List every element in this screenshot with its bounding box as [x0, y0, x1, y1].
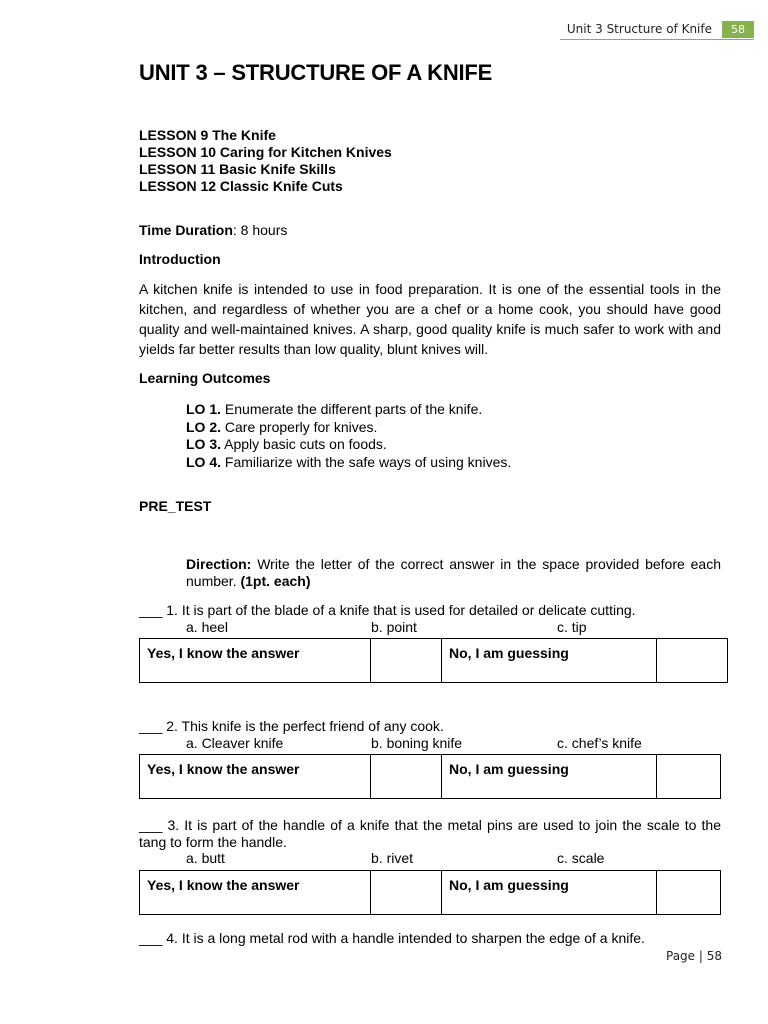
no-checkbox-cell[interactable]: [657, 639, 728, 683]
learning-outcome-item: LO 2. Care properly for knives.: [186, 418, 378, 435]
question-2-option-a: a. Cleaver knife: [186, 735, 284, 751]
yes-checkbox-cell[interactable]: [371, 639, 442, 683]
pretest-direction: Direction: Write the letter of the correct answer in the space provided before each number. (1pt. each): [186, 556, 721, 589]
header-divider: [560, 39, 754, 40]
question-1-option-a: a. heel: [186, 619, 229, 635]
question-3-option-b: b. rivet: [371, 850, 414, 866]
question-1-answer-table: [139, 638, 728, 683]
time-duration: [139, 222, 287, 238]
lesson-item: LESSON 10 Caring for Kitchen Knives: [139, 144, 392, 160]
learning-outcome-item: LO 4. Familiarize with the safe ways of using knives.: [186, 453, 512, 470]
question-2-text: ___ 2. This knife is the perfect friend of any cook.: [139, 718, 444, 734]
question-2-answer-table: [139, 754, 721, 799]
question-3-text: ___ 3. It is part of the handle of a knife that the metal pins are used to join the scale to the tang to form the handle.: [139, 817, 721, 850]
learning-outcomes-list: [186, 401, 511, 471]
question-4-text: ___ 4. It is a long metal rod with a handle intended to sharpen the edge of a knife.: [139, 930, 645, 946]
lesson-list: [139, 127, 392, 195]
lesson-item: LESSON 9 The Knife: [139, 127, 276, 143]
time-duration-label: Time Duration: [139, 222, 233, 238]
lesson-item: LESSON 11 Basic Knife Skills: [139, 161, 336, 177]
question-2-option-c: c. chef’s knife: [557, 735, 642, 751]
no-checkbox-cell[interactable]: [657, 871, 721, 915]
pretest-heading: PRE_TEST: [139, 498, 212, 514]
yes-know-answer-label: Yes, I know the answer: [140, 639, 371, 683]
yes-checkbox-cell[interactable]: [371, 871, 442, 915]
yes-know-answer-label: Yes, I know the answer: [140, 871, 371, 915]
learning-outcome-item: LO 3. Apply basic cuts on foods.: [186, 436, 387, 452]
question-2-option-b: b. boning knife: [371, 735, 463, 751]
running-header-title: Unit 3 Structure of Knife: [566, 22, 712, 36]
question-3-answer-table: [139, 870, 721, 915]
question-3-option-a: a. butt: [186, 850, 225, 866]
no-guessing-label: No, I am guessing: [442, 755, 657, 799]
question-1-option-c: c. tip: [557, 619, 587, 635]
unit-title: UNIT 3 – STRUCTURE OF A KNIFE: [139, 60, 493, 85]
question-3-option-c: c. scale: [557, 850, 605, 866]
learning-outcomes-heading: Learning Outcomes: [139, 370, 271, 386]
introduction-text: A kitchen knife is intended to use in food preparation. It is one of the essential tools in the kitchen, and regardless of whether you are a chef or a home cook, you should have good quality and well-maintained knives. A sharp, good quality knife is much safer to work with and yields far better results than low quality, blunt knives will.: [139, 281, 721, 357]
yes-know-answer-label: Yes, I know the answer: [140, 755, 371, 799]
page-footer: Page | 58: [666, 949, 722, 963]
no-checkbox-cell[interactable]: [657, 755, 721, 799]
question-1-option-b: b. point: [371, 619, 417, 635]
introduction-heading: Introduction: [139, 251, 221, 267]
no-guessing-label: No, I am guessing: [442, 871, 657, 915]
learning-outcome-item: LO 1. Enumerate the different parts of the knife.: [186, 401, 483, 417]
no-guessing-label: No, I am guessing: [442, 639, 657, 683]
question-1-text: ___ 1. It is part of the blade of a knife that is used for detailed or delicate cutting.: [139, 602, 636, 618]
header-page-number: 58: [722, 21, 754, 38]
time-duration-value: : 8 hours: [232, 222, 288, 238]
yes-checkbox-cell[interactable]: [371, 755, 442, 799]
lesson-item: LESSON 12 Classic Knife Cuts: [139, 178, 343, 194]
